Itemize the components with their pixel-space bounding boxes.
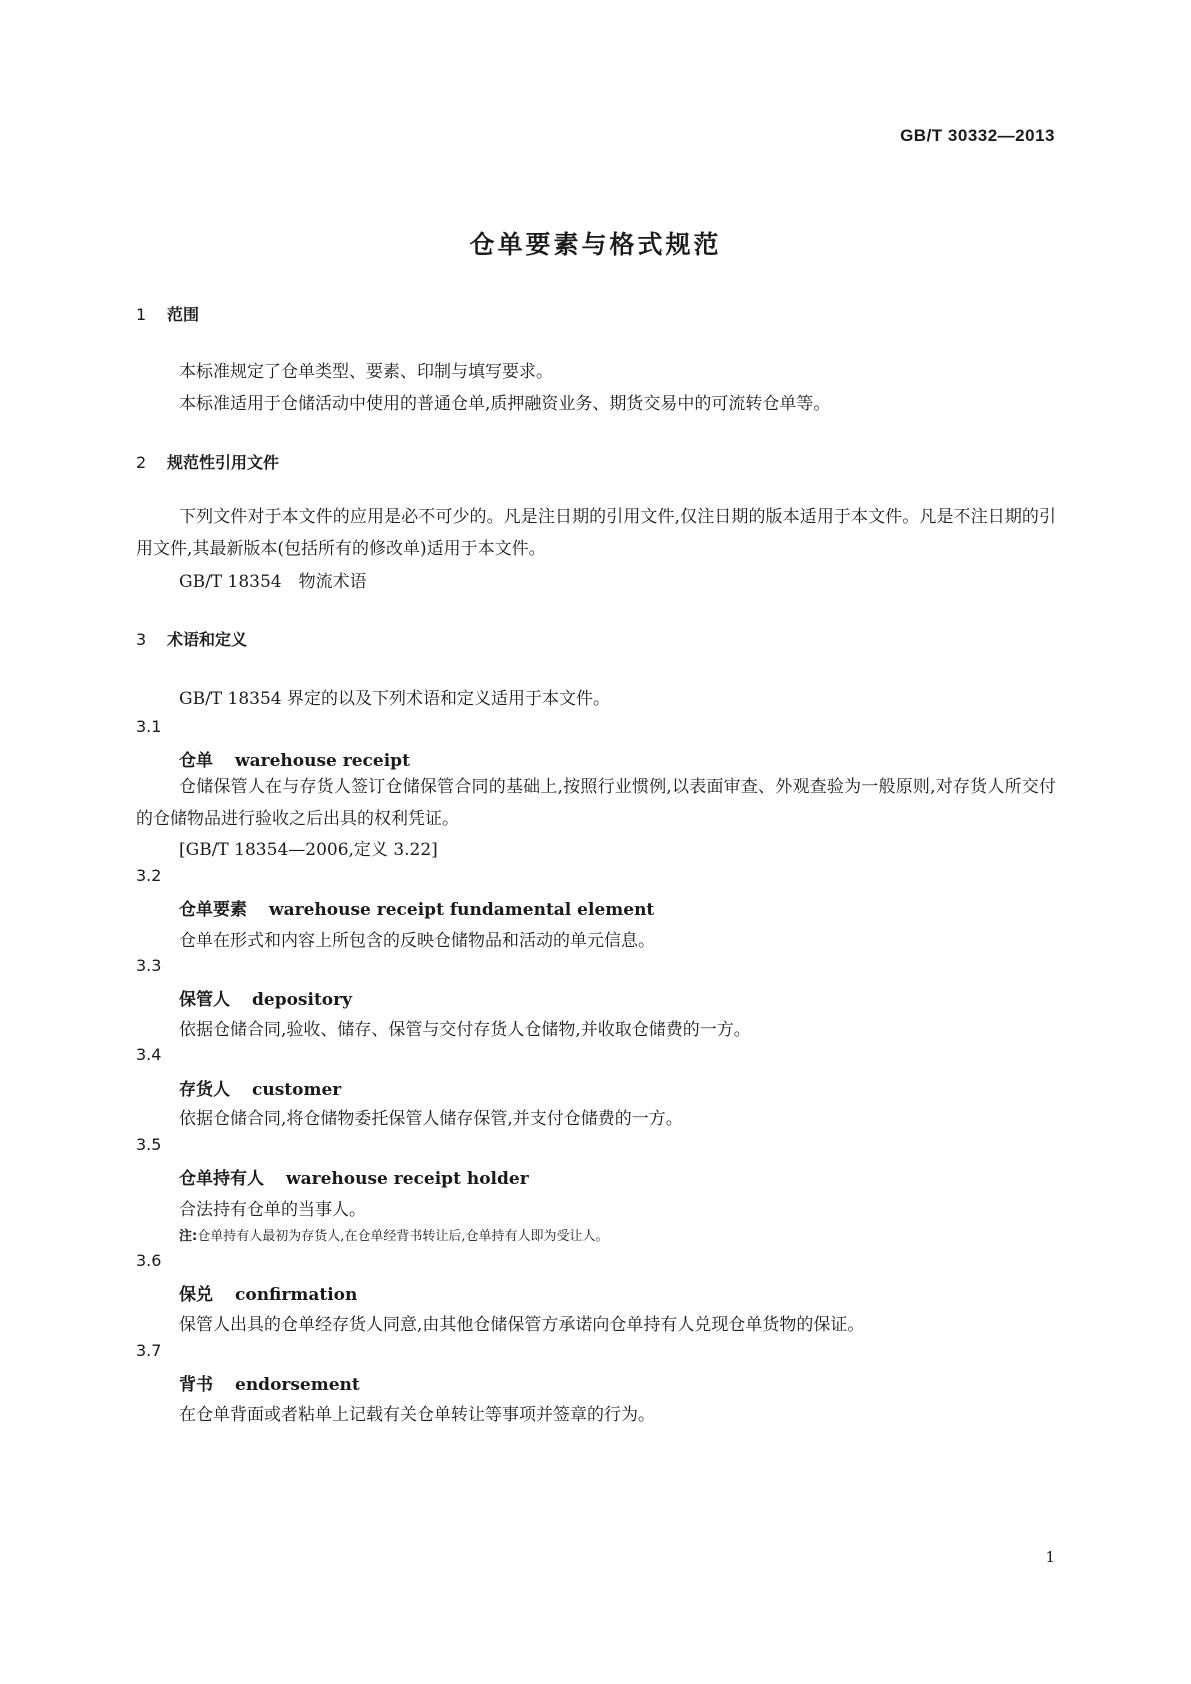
- term-definition: 仓储保管人在与存货人签订仓储保管合同的基础上,按照行业惯例,以表面审查、外观查验为一般原则,对存货人所交付的仓储物品进行验收之后出具的权利凭证。: [136, 777, 1056, 829]
- term-title: [179, 1370, 360, 1395]
- section-1-heading: [136, 302, 199, 325]
- term-number: 3.5: [136, 1135, 162, 1154]
- term-number: 3.3: [136, 956, 162, 975]
- page-number: 1: [1045, 1548, 1055, 1566]
- section-title: 规范性引用文件: [167, 453, 280, 472]
- term-zh: 仓单持有人: [179, 1169, 264, 1189]
- term-definition: 合法持有仓单的当事人。: [179, 1200, 366, 1220]
- section-1-line-1: 本标准规定了仓单类型、要素、印制与填写要求。: [179, 362, 553, 382]
- term-zh: 仓单要素: [179, 900, 247, 920]
- term-en: warehouse receipt holder: [286, 1169, 529, 1189]
- term-en: customer: [252, 1080, 342, 1100]
- term-definition: 依据仓储合同,验收、储存、保管与交付存货人仓储物,并收取仓储费的一方。: [179, 1020, 751, 1040]
- term-title: [179, 985, 352, 1010]
- term-definition: 仓单在形式和内容上所包含的反映仓储物品和活动的单元信息。: [179, 931, 655, 951]
- section-title: 术语和定义: [167, 630, 248, 649]
- section-1-line-2: 本标准适用于仓储活动中使用的普通仓单,质押融资业务、期货交易中的可流转仓单等。: [179, 394, 831, 414]
- term-en: warehouse receipt: [235, 751, 410, 771]
- note-text: 仓单持有人最初为存货人,在仓单经背书转让后,仓单持有人即为受让人。: [197, 1229, 609, 1244]
- term-zh: 背书: [179, 1375, 213, 1395]
- term-definition: 依据仓储合同,将仓储物委托保管人储存保管,并支付仓储费的一方。: [179, 1109, 683, 1129]
- document-title: 仓单要素与格式规范: [469, 230, 722, 259]
- term-zh: 保兑: [179, 1285, 213, 1305]
- section-2-heading: [136, 450, 279, 473]
- term-source: [GB/T 18354—2006,定义 3.22]: [179, 840, 438, 860]
- term-title: [179, 1164, 529, 1189]
- term-definition: 保管人出具的仓单经存货人同意,由其他仓储保管方承诺向仓单持有人兑现仓单货物的保证。: [179, 1315, 865, 1335]
- term-number: 3.1: [136, 717, 162, 736]
- section-title: 范围: [167, 305, 200, 324]
- section-3-heading: [136, 627, 247, 650]
- section-3-intro: GB/T 18354 界定的以及下列术语和定义适用于本文件。: [179, 689, 611, 709]
- section-number: 3: [136, 630, 147, 649]
- term-title: [179, 746, 410, 771]
- section-2-paragraph: 下列文件对于本文件的应用是必不可少的。凡是注日期的引用文件,仅注日期的版本适用于本文件。凡是不注日期的引用文件,其最新版本(包括所有的修改单)适用于本文件。: [136, 507, 1056, 559]
- section-number: 2: [136, 453, 147, 472]
- term-en: endorsement: [235, 1375, 360, 1395]
- term-definition: 在仓单背面或者粘单上记载有关仓单转让等事项并签章的行为。: [179, 1405, 655, 1425]
- term-title: [179, 1280, 357, 1305]
- term-number: 3.7: [136, 1341, 162, 1360]
- normative-reference: GB/T 18354 物流术语: [179, 572, 367, 592]
- term-title: [179, 895, 654, 920]
- term-zh: 保管人: [179, 990, 230, 1010]
- term-note: [179, 1225, 608, 1244]
- note-label: 注:: [179, 1229, 198, 1244]
- term-number: 3.2: [136, 866, 162, 885]
- term-zh: 仓单: [179, 751, 213, 771]
- term-en: depository: [252, 990, 352, 1010]
- term-en: warehouse receipt fundamental element: [269, 900, 655, 920]
- term-en: confirmation: [235, 1285, 358, 1305]
- term-zh: 存货人: [179, 1080, 230, 1100]
- term-number: 3.6: [136, 1251, 162, 1270]
- term-title: [179, 1075, 341, 1100]
- standard-number: GB/T 30332—2013: [900, 126, 1055, 145]
- section-number: 1: [136, 305, 147, 324]
- term-number: 3.4: [136, 1045, 162, 1064]
